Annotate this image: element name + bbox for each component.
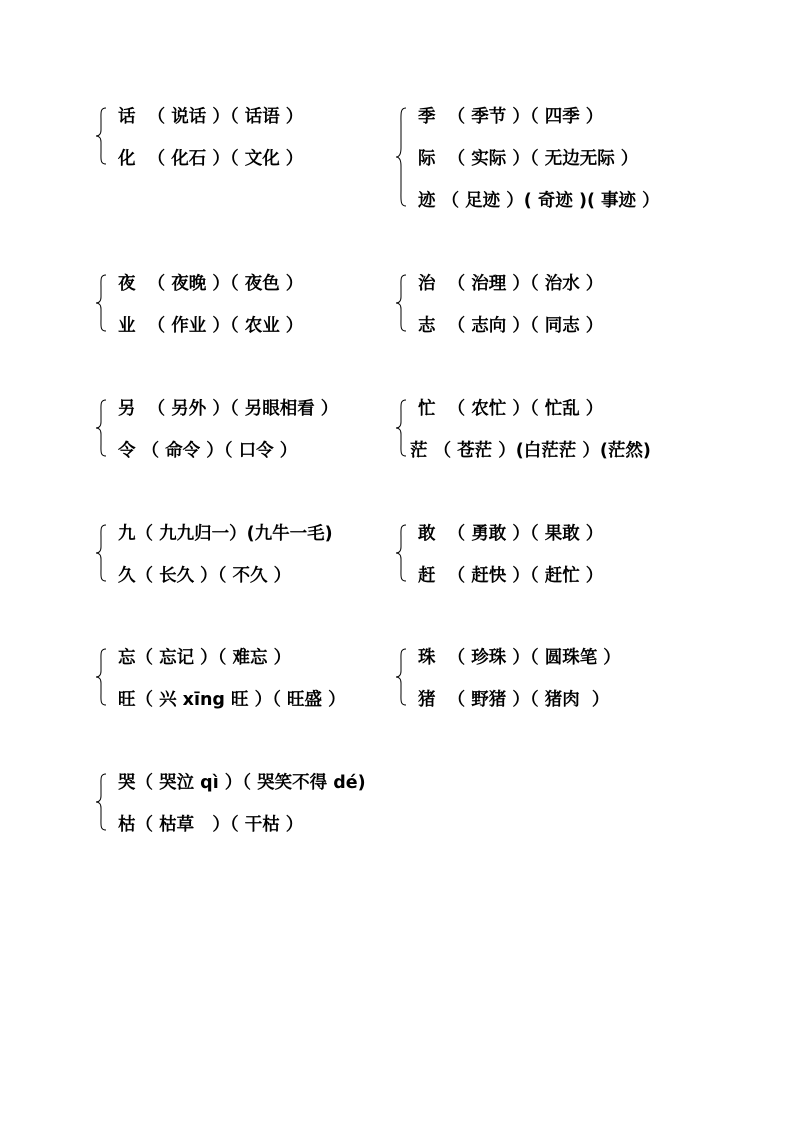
word-line: 珠 （ 珍珠 ）（ 圆珠笔 ） xyxy=(418,648,621,668)
word-line: 旺（ 兴 xīng 旺 ）（ 旺盛 ） xyxy=(118,690,346,710)
brace-icon xyxy=(394,398,408,458)
word-line: 猪 （ 野猪 ）（ 猪肉 ） xyxy=(418,690,610,710)
word-line: 忙 （ 农忙 ）（ 忙乱 ） xyxy=(418,399,604,419)
word-line: 赶 （ 赶快 ）（ 赶忙 ） xyxy=(418,566,604,586)
word-line: 话 （ 说话 ）（ 话语 ） xyxy=(118,107,304,127)
brace-icon xyxy=(94,398,108,458)
word-line: 哭（ 哭泣 qì ）（ 哭笑不得 dé) xyxy=(118,773,366,793)
word-line: 枯（ 枯草 ）（ 干枯 ） xyxy=(118,815,304,835)
word-line: 忘（ 忘记 ）（ 难忘 ） xyxy=(118,648,292,668)
word-line: 令 （ 命令 ）（ 口令 ） xyxy=(118,441,298,461)
brace-icon xyxy=(394,273,408,333)
word-line: 茫 （ 苍茫 ）(白茫茫 ）(茫然) xyxy=(410,441,651,461)
word-line: 际 （ 实际 ）（ 无边无际 ） xyxy=(418,149,639,169)
word-line: 治 （ 治理 ）（ 治水 ） xyxy=(418,274,604,294)
word-line: 业 （ 作业 ）（ 农业 ） xyxy=(118,316,304,336)
word-line: 敢 （ 勇敢 ）（ 果敢 ） xyxy=(418,524,604,544)
brace-icon xyxy=(394,647,408,707)
word-line: 夜 （ 夜晚 ）（ 夜色 ） xyxy=(118,274,304,294)
word-line: 季 （ 季节 ）（ 四季 ） xyxy=(418,107,604,127)
word-line: 化 （ 化石 ）（ 文化 ） xyxy=(118,149,304,169)
word-line: 志 （ 志向 ）（ 同志 ） xyxy=(418,316,604,336)
brace-icon xyxy=(94,106,108,166)
brace-icon xyxy=(394,523,408,583)
word-line: 迹 （ 足迹 ）( 奇迹 )( 事迹 ） xyxy=(418,191,660,211)
brace-icon xyxy=(94,523,108,583)
word-line: 九（ 九九归一）(九牛一毛) xyxy=(118,524,333,544)
brace-icon xyxy=(94,647,108,707)
word-line: 另 （ 另外 ）（ 另眼相看 ） xyxy=(118,399,339,419)
word-line: 久（ 长久 ）（ 不久 ） xyxy=(118,566,292,586)
brace-icon xyxy=(94,273,108,333)
brace-icon xyxy=(94,772,108,832)
brace-icon xyxy=(394,106,408,208)
